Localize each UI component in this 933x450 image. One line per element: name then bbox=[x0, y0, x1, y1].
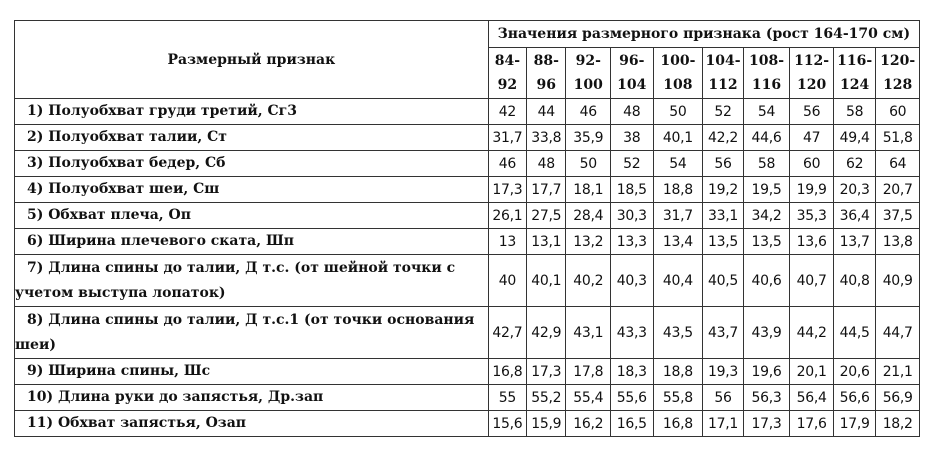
value-cell: 43,7 bbox=[703, 307, 743, 359]
feature-name-cell bbox=[15, 177, 489, 203]
size-table-container bbox=[14, 20, 920, 437]
size-header-part: 120 bbox=[796, 77, 827, 93]
value-cell: 46 bbox=[566, 99, 611, 125]
size-header-2 bbox=[566, 48, 611, 99]
value-cell: 40 bbox=[488, 255, 526, 307]
value-cell: 42,7 bbox=[488, 307, 526, 359]
value-cell: 17,1 bbox=[703, 411, 743, 437]
value-cell: 13,1 bbox=[527, 229, 566, 255]
value-cell: 17,3 bbox=[527, 359, 566, 385]
size-header-5 bbox=[703, 48, 743, 99]
size-header-7 bbox=[790, 48, 834, 99]
value-cell: 40,7 bbox=[790, 255, 834, 307]
value-cell: 35,9 bbox=[566, 125, 611, 151]
value-cell: 31,7 bbox=[488, 125, 526, 151]
value-cell: 15,9 bbox=[527, 411, 566, 437]
value-cell: 35,3 bbox=[790, 203, 834, 229]
size-header-part: 88- bbox=[533, 53, 559, 69]
value-cell: 43,3 bbox=[611, 307, 654, 359]
value-cell: 55,4 bbox=[566, 385, 611, 411]
value-cell: 16,8 bbox=[653, 411, 703, 437]
value-cell: 40,2 bbox=[566, 255, 611, 307]
table-row bbox=[15, 359, 920, 385]
value-cell: 17,6 bbox=[790, 411, 834, 437]
value-cell: 19,5 bbox=[743, 177, 790, 203]
value-cell: 44,6 bbox=[743, 125, 790, 151]
value-cell: 43,1 bbox=[566, 307, 611, 359]
feature-name-cell bbox=[15, 99, 489, 125]
value-cell: 52 bbox=[703, 99, 743, 125]
value-cell: 50 bbox=[653, 99, 703, 125]
value-cell: 13,3 bbox=[611, 229, 654, 255]
value-cell: 30,3 bbox=[611, 203, 654, 229]
value-cell: 64 bbox=[876, 151, 920, 177]
size-header-0 bbox=[488, 48, 526, 99]
value-cell: 13,5 bbox=[743, 229, 790, 255]
size-header-part: 100 bbox=[573, 77, 603, 93]
value-cell: 18,1 bbox=[566, 177, 611, 203]
table-row bbox=[15, 203, 920, 229]
feature-name-cell bbox=[15, 359, 489, 385]
table-row bbox=[15, 99, 920, 125]
feature-name: 3) Полуобхват бедер, Сб bbox=[27, 155, 226, 171]
table-row bbox=[15, 411, 920, 437]
value-cell: 42,9 bbox=[527, 307, 566, 359]
value-cell: 47 bbox=[790, 125, 834, 151]
value-cell: 21,1 bbox=[876, 359, 920, 385]
value-cell: 54 bbox=[743, 99, 790, 125]
value-cell: 40,8 bbox=[833, 255, 876, 307]
size-table bbox=[14, 20, 920, 437]
table-row bbox=[15, 177, 920, 203]
size-header-9 bbox=[876, 48, 920, 99]
value-cell: 56,4 bbox=[790, 385, 834, 411]
value-cell: 43,5 bbox=[653, 307, 703, 359]
size-header-8 bbox=[833, 48, 876, 99]
size-header-part: 96- bbox=[619, 53, 645, 69]
value-cell: 48 bbox=[611, 99, 654, 125]
value-cell: 19,9 bbox=[790, 177, 834, 203]
values-column-header: Значения размерного признака (рост 164-170 см) bbox=[488, 21, 919, 48]
feature-name-cell bbox=[15, 307, 489, 359]
value-cell: 44,2 bbox=[790, 307, 834, 359]
value-cell: 16,2 bbox=[566, 411, 611, 437]
feature-name: 5) Обхват плеча, Оп bbox=[27, 207, 192, 223]
value-cell: 13,8 bbox=[876, 229, 920, 255]
value-cell: 44,7 bbox=[876, 307, 920, 359]
feature-name-cell bbox=[15, 151, 489, 177]
value-cell: 55,2 bbox=[527, 385, 566, 411]
value-cell: 37,5 bbox=[876, 203, 920, 229]
value-cell: 17,9 bbox=[833, 411, 876, 437]
value-cell: 16,8 bbox=[488, 359, 526, 385]
value-cell: 13,7 bbox=[833, 229, 876, 255]
value-cell: 40,3 bbox=[611, 255, 654, 307]
size-header-part: 100- bbox=[660, 53, 696, 69]
value-cell: 48 bbox=[527, 151, 566, 177]
feature-name: 4) Полуобхват шеи, Сш bbox=[27, 181, 220, 197]
feature-name-cell bbox=[15, 385, 489, 411]
value-cell: 20,6 bbox=[833, 359, 876, 385]
value-cell: 46 bbox=[488, 151, 526, 177]
value-cell: 13,5 bbox=[703, 229, 743, 255]
value-cell: 44,5 bbox=[833, 307, 876, 359]
feature-column-header: Размерный признак bbox=[15, 21, 489, 99]
value-cell: 55,8 bbox=[653, 385, 703, 411]
value-cell: 42 bbox=[488, 99, 526, 125]
size-header-part: 92- bbox=[575, 53, 601, 69]
value-cell: 54 bbox=[653, 151, 703, 177]
size-header-part: 112 bbox=[708, 77, 738, 93]
table-body bbox=[15, 99, 920, 437]
value-cell: 18,2 bbox=[876, 411, 920, 437]
value-cell: 18,8 bbox=[653, 359, 703, 385]
feature-name: 9) Ширина спины, Шс bbox=[27, 363, 211, 379]
value-cell: 40,1 bbox=[527, 255, 566, 307]
value-cell: 38 bbox=[611, 125, 654, 151]
value-cell: 36,4 bbox=[833, 203, 876, 229]
value-cell: 56 bbox=[790, 99, 834, 125]
table-row bbox=[15, 151, 920, 177]
value-cell: 56,3 bbox=[743, 385, 790, 411]
size-header-6 bbox=[743, 48, 790, 99]
size-header-part: 96 bbox=[536, 77, 557, 93]
feature-name: 1) Полуобхват груди третий, Сг3 bbox=[27, 103, 297, 119]
value-cell: 26,1 bbox=[488, 203, 526, 229]
value-cell: 31,7 bbox=[653, 203, 703, 229]
value-cell: 13,2 bbox=[566, 229, 611, 255]
feature-name-cell bbox=[15, 411, 489, 437]
size-header-part: 128 bbox=[883, 77, 913, 93]
value-cell: 13,6 bbox=[790, 229, 834, 255]
value-cell: 60 bbox=[790, 151, 834, 177]
value-cell: 19,6 bbox=[743, 359, 790, 385]
size-header-4 bbox=[653, 48, 703, 99]
value-cell: 17,3 bbox=[743, 411, 790, 437]
value-cell: 56,9 bbox=[876, 385, 920, 411]
size-header-part: 108 bbox=[663, 77, 693, 93]
feature-name: 10) Длина руки до запястья, Др.зап bbox=[27, 389, 324, 405]
value-cell: 18,5 bbox=[611, 177, 654, 203]
value-cell: 40,5 bbox=[703, 255, 743, 307]
size-header-part: 112- bbox=[794, 53, 830, 69]
header-row bbox=[15, 21, 920, 48]
value-cell: 17,3 bbox=[488, 177, 526, 203]
size-header-part: 116- bbox=[837, 53, 873, 69]
table-row bbox=[15, 307, 920, 359]
value-cell: 44 bbox=[527, 99, 566, 125]
value-cell: 62 bbox=[833, 151, 876, 177]
value-cell: 33,8 bbox=[527, 125, 566, 151]
value-cell: 15,6 bbox=[488, 411, 526, 437]
value-cell: 43,9 bbox=[743, 307, 790, 359]
value-cell: 34,2 bbox=[743, 203, 790, 229]
value-cell: 40,1 bbox=[653, 125, 703, 151]
value-cell: 58 bbox=[833, 99, 876, 125]
value-cell: 28,4 bbox=[566, 203, 611, 229]
table-row bbox=[15, 255, 920, 307]
value-cell: 19,3 bbox=[703, 359, 743, 385]
value-cell: 20,1 bbox=[790, 359, 834, 385]
value-cell: 18,3 bbox=[611, 359, 654, 385]
feature-name: 2) Полуобхват талии, Ст bbox=[27, 129, 227, 145]
table-row bbox=[15, 229, 920, 255]
feature-name-cell bbox=[15, 125, 489, 151]
value-cell: 33,1 bbox=[703, 203, 743, 229]
value-cell: 20,3 bbox=[833, 177, 876, 203]
size-header-part: 108- bbox=[749, 53, 785, 69]
size-header-part: 104- bbox=[705, 53, 741, 69]
value-cell: 55 bbox=[488, 385, 526, 411]
size-header-part: 84- bbox=[494, 53, 521, 69]
feature-name: 11) Обхват запястья, Озап bbox=[27, 415, 247, 431]
value-cell: 42,2 bbox=[703, 125, 743, 151]
size-header-1 bbox=[527, 48, 566, 99]
value-cell: 13 bbox=[488, 229, 526, 255]
value-cell: 51,8 bbox=[876, 125, 920, 151]
value-cell: 52 bbox=[611, 151, 654, 177]
value-cell: 17,8 bbox=[566, 359, 611, 385]
feature-name: 7) Длина спины до талии, Д т.с. (от шейной точки с учетом выступа лопаток) bbox=[15, 259, 456, 301]
size-header-part: 120- bbox=[880, 53, 916, 69]
value-cell: 56,6 bbox=[833, 385, 876, 411]
feature-name: 6) Ширина плечевого ската, Шп bbox=[27, 233, 294, 249]
value-cell: 40,9 bbox=[876, 255, 920, 307]
feature-name: 8) Длина спины до талии, Д т.с.1 (от точки основания шеи) bbox=[15, 311, 475, 353]
value-cell: 19,2 bbox=[703, 177, 743, 203]
table-row bbox=[15, 385, 920, 411]
value-cell: 50 bbox=[566, 151, 611, 177]
value-cell: 18,8 bbox=[653, 177, 703, 203]
table-row bbox=[15, 125, 920, 151]
value-cell: 13,4 bbox=[653, 229, 703, 255]
value-cell: 56 bbox=[703, 385, 743, 411]
value-cell: 56 bbox=[703, 151, 743, 177]
size-header-3 bbox=[611, 48, 654, 99]
size-header-part: 92 bbox=[497, 77, 518, 93]
size-header-part: 104 bbox=[617, 77, 647, 93]
value-cell: 49,4 bbox=[833, 125, 876, 151]
value-cell: 20,7 bbox=[876, 177, 920, 203]
feature-name-cell bbox=[15, 229, 489, 255]
feature-name-cell bbox=[15, 203, 489, 229]
value-cell: 27,5 bbox=[527, 203, 566, 229]
value-cell: 60 bbox=[876, 99, 920, 125]
value-cell: 58 bbox=[743, 151, 790, 177]
size-header-part: 124 bbox=[840, 77, 870, 93]
feature-name-cell bbox=[15, 255, 489, 307]
size-header-part: 116 bbox=[751, 77, 782, 93]
value-cell: 40,6 bbox=[743, 255, 790, 307]
value-cell: 17,7 bbox=[527, 177, 566, 203]
value-cell: 40,4 bbox=[653, 255, 703, 307]
value-cell: 55,6 bbox=[611, 385, 654, 411]
value-cell: 16,5 bbox=[611, 411, 654, 437]
